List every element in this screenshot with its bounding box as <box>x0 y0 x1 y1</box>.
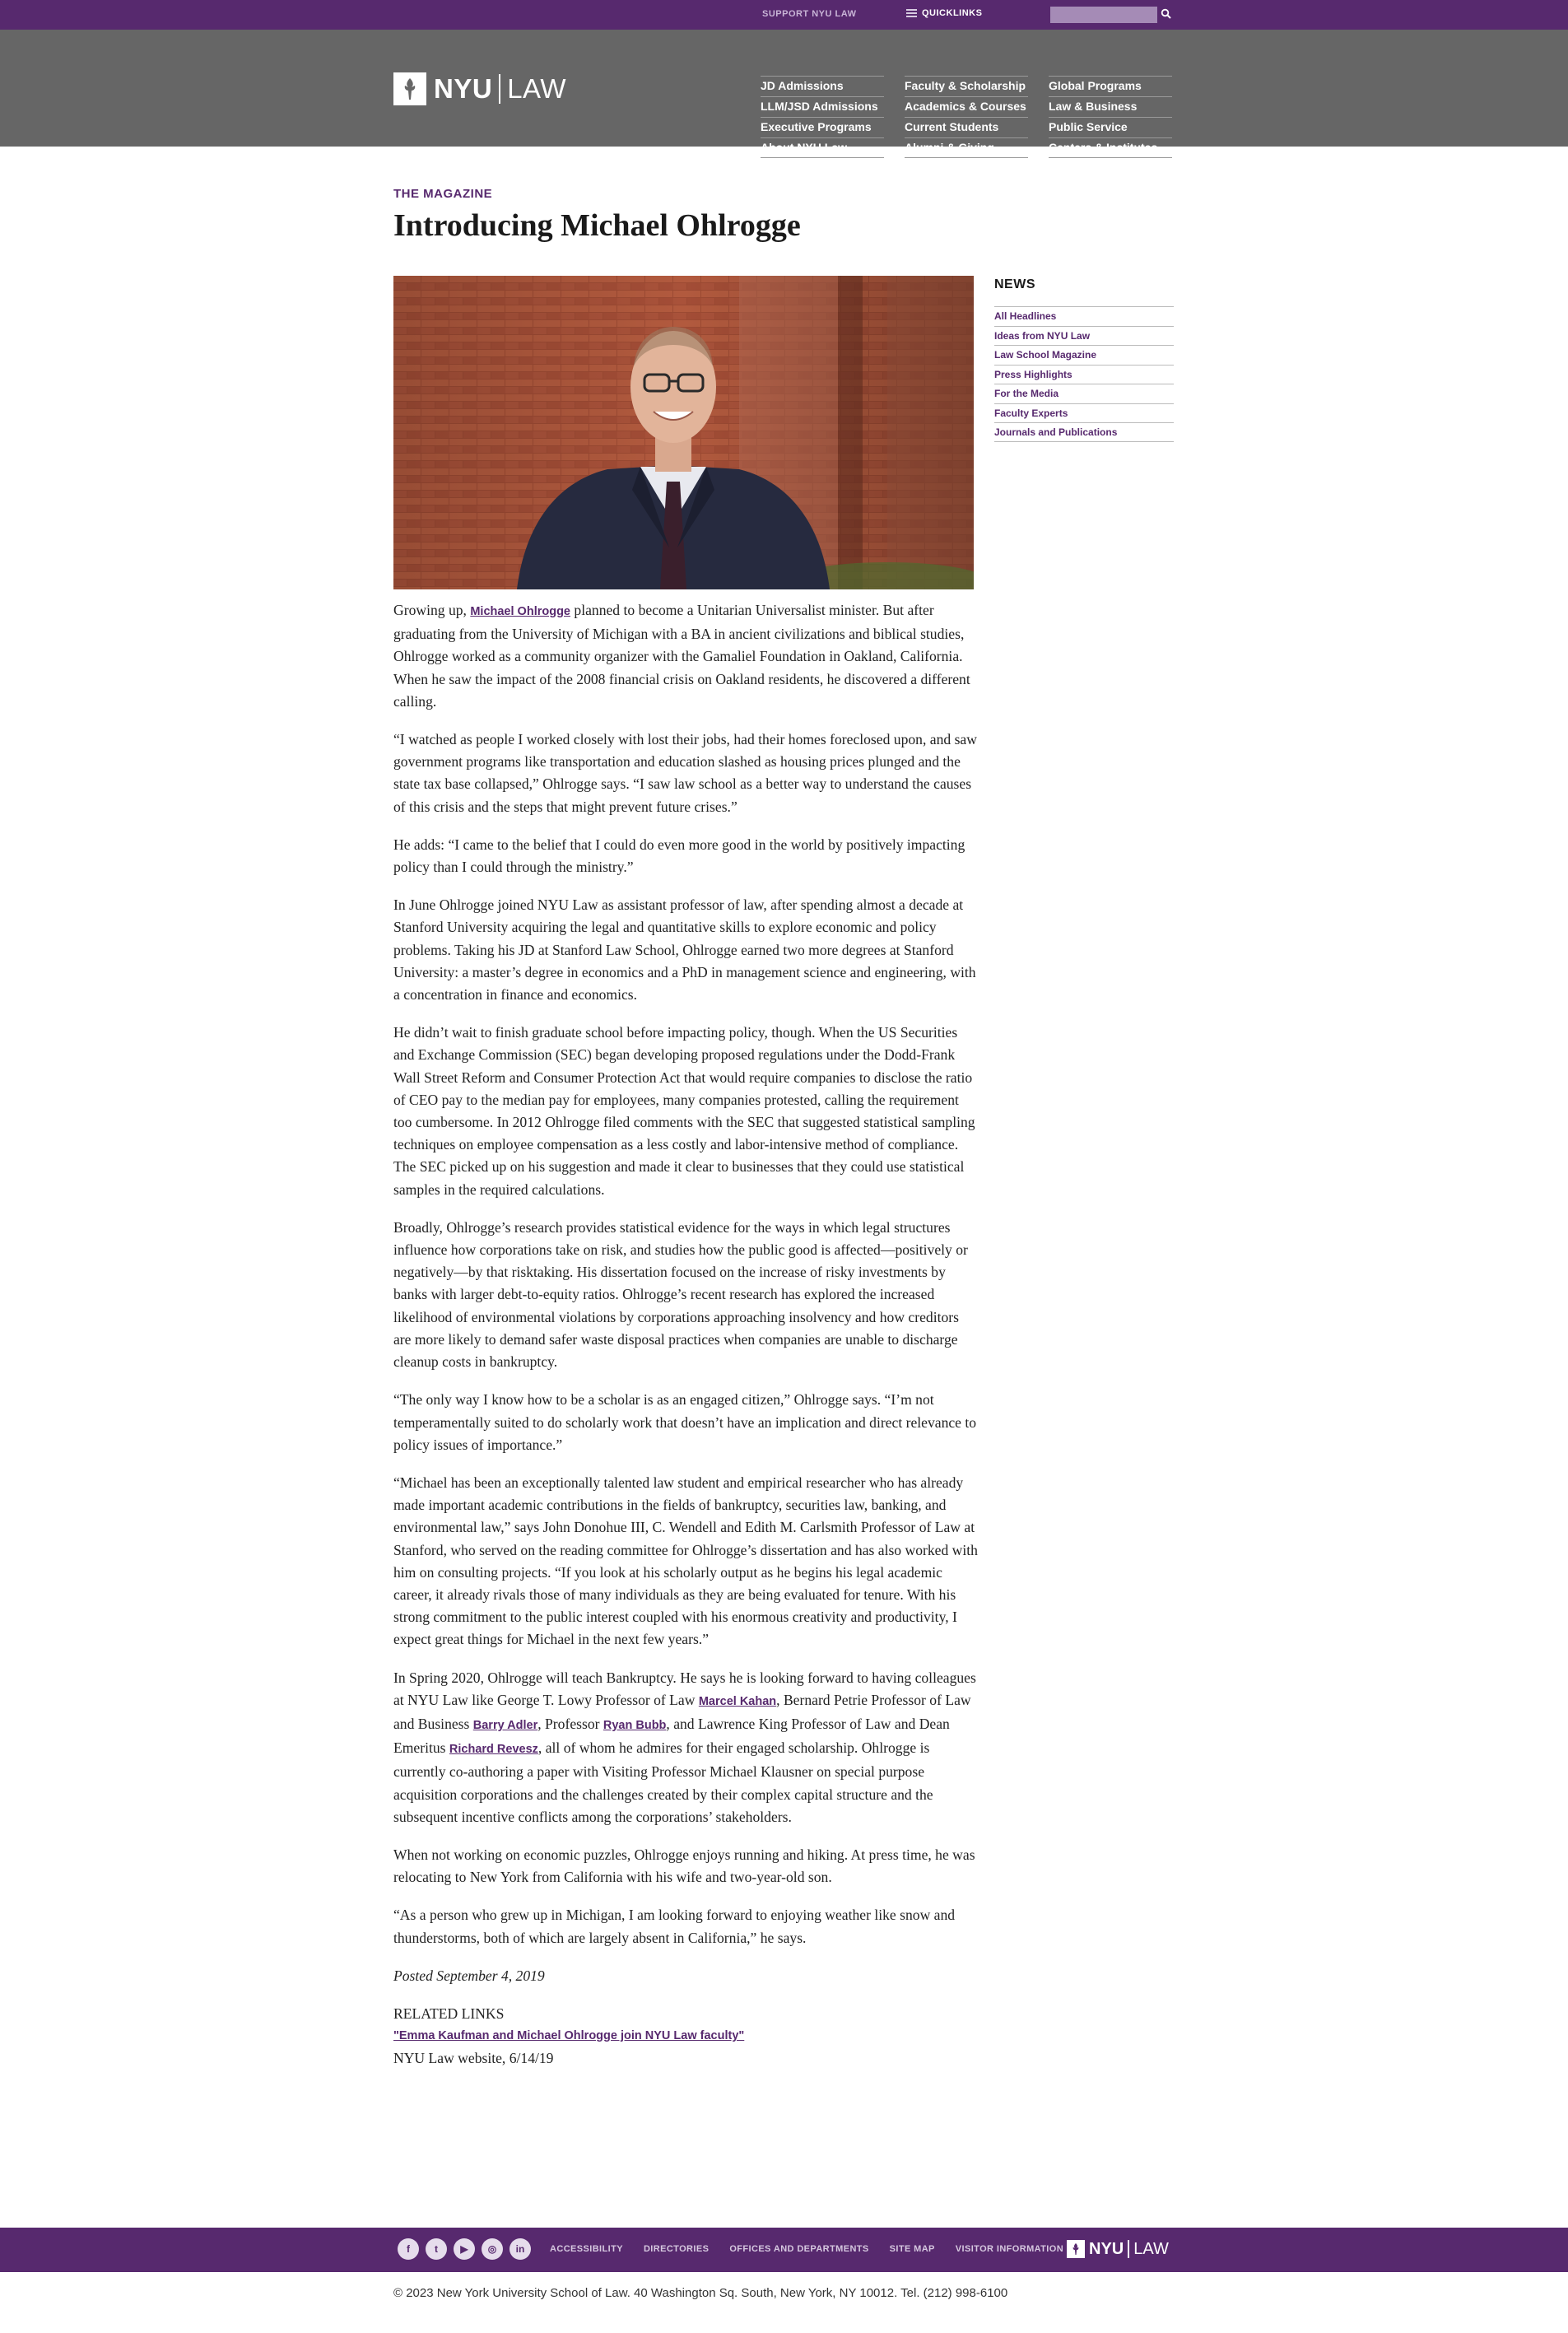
youtube-icon[interactable]: ▶ <box>454 2238 475 2260</box>
sidebar-heading: NEWS <box>994 277 1035 291</box>
nav-llm-jsd-admissions[interactable]: LLM/JSD Admissions <box>761 96 884 117</box>
nav-public-service[interactable]: Public Service <box>1049 117 1172 137</box>
footer-links <box>550 2244 1084 2254</box>
page-title: Introducing Michael Ohlrogge <box>393 208 801 243</box>
michael-ohlrogge-link[interactable]: Michael Ohlrogge <box>470 605 571 618</box>
sidebar-item-all-headlines[interactable]: All Headlines <box>994 306 1174 326</box>
footer-logo[interactable] <box>1067 2238 1169 2261</box>
footer-logo-divider <box>1128 2240 1129 2258</box>
support-link[interactable]: SUPPORT NYU LAW <box>762 9 857 19</box>
footer-logo-nyu: NYU <box>1089 2239 1124 2258</box>
related-source: NYU Law website, 6/14/19 <box>393 2050 554 2067</box>
sidebar-news-list <box>994 306 1174 442</box>
facebook-icon[interactable]: f <box>398 2238 419 2260</box>
sidebar-item-magazine[interactable]: Law School Magazine <box>994 345 1174 365</box>
utility-bar <box>0 0 1568 30</box>
paragraph: Growing up, Michael Ohlrogge planned to become a Unitarian Universalist minister. But after graduating from the University of Michigan with a BA in ancient civilizations and biblical studies, Ohlrogge worked as a community organizer with the Gamaliel Foundation in Oakland, California. When he saw the impact of the 2008 financial crisis on Oakland residents, he discovered a different calling. <box>393 602 970 710</box>
related-article-link[interactable]: "Emma Kaufman and Michael Ohlrogge join NYU Law faculty" <box>393 2029 745 2043</box>
logo-law-text: LAW <box>507 73 566 104</box>
nav-centers-institutes[interactable]: Centers & Institutes <box>1049 137 1172 158</box>
paragraph: He adds: “I came to the belief that I could do even more good in the world by positively impacting policy than I could through the ministry.” <box>393 836 965 876</box>
richard-revesz-link[interactable]: Richard Revesz <box>449 1743 538 1757</box>
nav-column-2 <box>905 76 1028 158</box>
nav-column-1 <box>761 76 884 158</box>
paragraph: “As a person who grew up in Michigan, I am looking forward to enjoying weather like snow and thunderstorms, both of which are largely absent in California,” he says. <box>393 1907 956 1946</box>
sidebar-item-press[interactable]: Press Highlights <box>994 365 1174 384</box>
social-links <box>398 2238 531 2260</box>
nav-law-business[interactable]: Law & Business <box>1049 96 1172 117</box>
related-links-heading: RELATED LINKS <box>393 2005 505 2022</box>
torch-icon <box>1067 2240 1085 2258</box>
nav-about-nyu-law[interactable]: About NYU Law <box>761 137 884 158</box>
nav-alumni-giving[interactable]: Alumni & Giving <box>905 137 1028 158</box>
copyright-text: © 2023 New York University School of Law. 40 Washington Sq. South, New York, NY 10012. Tel. (212) 998-6100 <box>393 2286 1008 2300</box>
quicklinks-label: QUICKLINKS <box>922 8 983 18</box>
section-eyebrow[interactable]: THE MAGAZINE <box>393 187 493 201</box>
footer-visitor-information[interactable]: VISITOR INFORMATION <box>955 2244 1064 2254</box>
paragraph: “I watched as people I worked closely with lost their jobs, had their homes foreclosed upon, and saw government programs like transportation and education slashed as housing prices plunged and the state tax base collapsed,” Ohlrogge says. “I saw law school as a better way to understand the causes of this crisis and the steps that might prevent future crises.” <box>393 731 977 815</box>
logo-nyu-text: NYU <box>434 73 493 104</box>
quicklinks-button[interactable] <box>906 8 982 18</box>
portrait-photo <box>393 276 974 589</box>
sidebar-item-journals[interactable]: Journals and Publications <box>994 422 1174 442</box>
site-header <box>0 30 1568 154</box>
footer-logo-law: LAW <box>1133 2239 1169 2258</box>
nav-column-3 <box>1049 76 1172 158</box>
twitter-icon[interactable]: t <box>426 2238 447 2260</box>
nav-global-programs[interactable]: Global Programs <box>1049 76 1172 96</box>
nav-executive-programs[interactable]: Executive Programs <box>761 117 884 137</box>
footer-accessibility[interactable]: ACCESSIBILITY <box>550 2244 623 2254</box>
nyu-law-logo[interactable] <box>393 71 566 107</box>
article-body <box>393 599 978 2070</box>
footer-directories[interactable]: DIRECTORIES <box>643 2244 710 2254</box>
sidebar-item-media[interactable]: For the Media <box>994 384 1174 403</box>
logo-divider <box>499 74 500 104</box>
paragraph: When not working on economic puzzles, Ohlrogge enjoys running and hiking. At press time, he was relocating to New York from California with his wife and two-year-old son. <box>393 1846 975 1886</box>
instagram-icon[interactable]: ◎ <box>482 2238 503 2260</box>
posted-date: Posted September 4, 2019 <box>393 1967 545 1984</box>
nav-academics-courses[interactable]: Academics & Courses <box>905 96 1028 117</box>
paragraph: “Michael has been an exceptionally talented law student and empirical researcher who has already made important academic contributions in the fields of bankruptcy, securities law, banking, and environmental law,” says John Donohue III, C. Wendell and Edith M. Carlsmith Professor of Law at Stanford, who served on the reading committee for Ohlrogge’s dissertation and has also worked with him on consulting projects. “If you look at his scholarly output as he begins his legal academic career, it already rivals those of many individuals as they are being evaluated for tenure. With his strong commitment to the public interest coupled with his enormous creativity and productivity, I expect great things for Michael in the next few years.” <box>393 1474 978 1648</box>
linkedin-icon[interactable]: in <box>509 2238 531 2260</box>
torch-icon <box>393 72 426 105</box>
search-input[interactable] <box>1050 7 1157 23</box>
ryan-bubb-link[interactable]: Ryan Bubb <box>603 1718 667 1732</box>
paragraph: In Spring 2020, Ohlrogge will teach Bankruptcy. He says he is looking forward to having colleagues at NYU Law like George T. Lowy Professor of Law Marcel Kahan, Bernard Petrie Professor of Law and Business Barry Adler, Professor Ryan Bubb, and Lawrence King Professor of Law and Dean Emeritus Richard Revesz, all of whom he admires for their engaged scholarship. Ohlrogge is currently co-authoring a paper with Visiting Professor Michael Klausner on special purpose acquisition corporations and the challenges created by their complex capital structure and the subsequent incentive conflicts among the corporations’ stakeholders. <box>393 1669 976 1825</box>
footer-offices[interactable]: OFFICES AND DEPARTMENTS <box>729 2244 869 2254</box>
barry-adler-link[interactable]: Barry Adler <box>472 1718 538 1732</box>
paragraph: In June Ohlrogge joined NYU Law as assistant professor of law, after spending almost a decade at Stanford University acquiring the legal and quantitative skills to explore economic and policy problems. Taking his JD at Stanford Law School, Ohlrogge earned two more degrees at Stanford University: a master’s degree in economics and a PhD in management science and engineering, with a concentration in finance and economics. <box>393 896 976 1004</box>
sidebar-item-faculty-experts[interactable]: Faculty Experts <box>994 403 1174 423</box>
nav-jd-admissions[interactable]: JD Admissions <box>761 76 884 96</box>
footer-site-map[interactable]: SITE MAP <box>889 2244 935 2254</box>
sidebar-item-ideas[interactable]: Ideas from NYU Law <box>994 326 1174 346</box>
site-footer <box>0 2228 1568 2272</box>
paragraph: He didn’t wait to finish graduate school before impacting policy, though. When the US Securities and Exchange Commission (SEC) began developing proposed regulations under the Dodd-Frank Wall Street Reform and Consumer Protection Act that would require companies to disclose the ratio of CEO pay to the median pay for employees, many companies protested, calling the requirement too cumbersome. In 2012 Ohlrogge filed comments with the SEC that suggested statistical sampling techniques on employee compensation as a less costly and labor-intensive method of compliance. The SEC picked up on his suggestion and made it clear to businesses that they could use statistical samples in the required calculations. <box>393 1024 975 1198</box>
paragraph: Broadly, Ohlrogge’s research provides statistical evidence for the ways in which legal structures influence how corporations take on risk, and studies how the public good is affected—positively or negatively—by that risktaking. His dissertation focused on the increase of risky investments by banks with larger debt-to-equity ratios. Ohlrogge’s recent research has explored the increased likelihood of environmental violations by corporations approaching insolvency and how creditors are more likely to demand safer waste disposal practices when companies are unable to discharge cleanup costs in bankruptcy. <box>393 1218 968 1371</box>
nav-faculty-scholarship[interactable]: Faculty & Scholarship <box>905 76 1028 96</box>
paragraph: “The only way I know how to be a scholar is as an engaged citizen,” Ohlrogge says. “I’m not temperamentally suited to do scholarly work that doesn’t have an implication and direct relevance to policy issues of importance.” <box>393 1391 977 1453</box>
marcel-kahan-link[interactable]: Marcel Kahan <box>698 1694 777 1708</box>
nav-current-students[interactable]: Current Students <box>905 117 1028 137</box>
search-icon[interactable] <box>1161 8 1172 20</box>
menu-icon <box>906 9 917 17</box>
